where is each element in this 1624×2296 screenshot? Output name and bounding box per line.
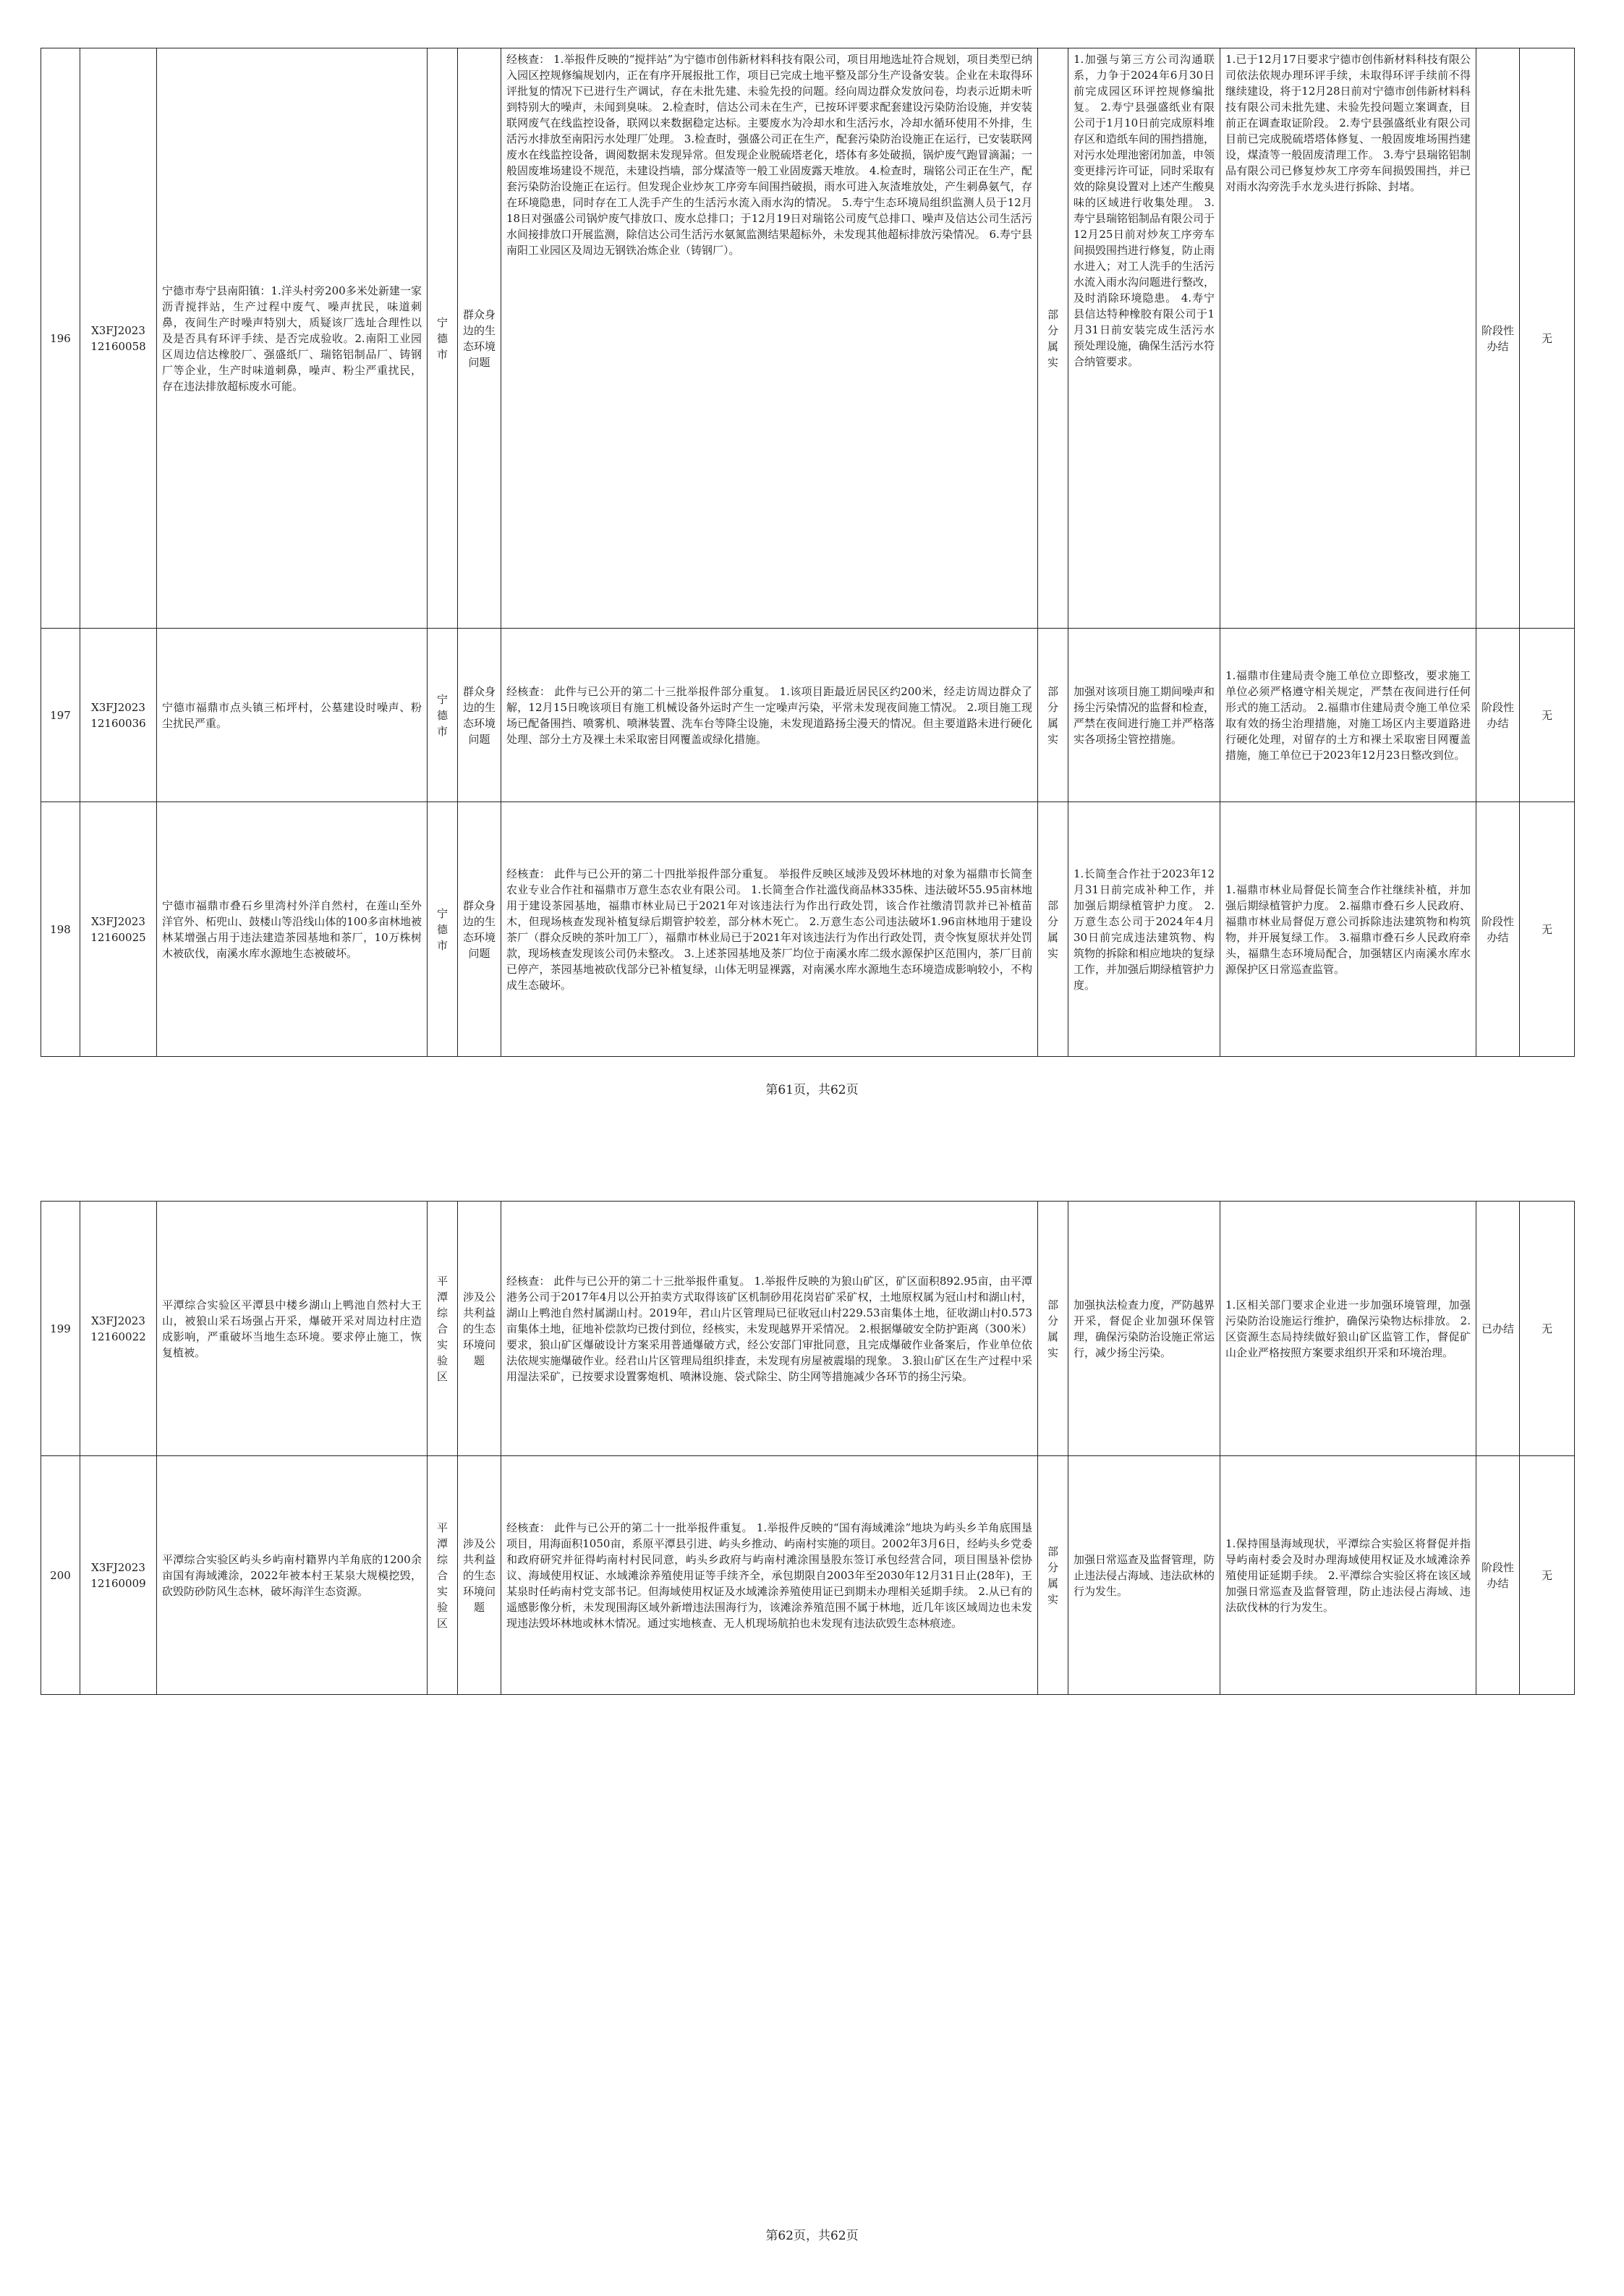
problem-type-text: 群众身边的生态环境问题 xyxy=(463,684,496,746)
city xyxy=(428,802,458,1057)
investigation-findings xyxy=(501,629,1038,802)
rectification-measures xyxy=(1068,1202,1220,1456)
case-code xyxy=(80,1456,157,1695)
case-code xyxy=(80,1202,157,1456)
complaint-content xyxy=(157,48,428,629)
case-code-text: X3FJ2023 12160025 xyxy=(90,914,146,944)
table-row xyxy=(41,802,1575,1057)
rectification-progress xyxy=(1220,629,1476,802)
investigation-findings xyxy=(501,1202,1038,1456)
conclusion xyxy=(1038,48,1068,629)
investigation-findings xyxy=(501,48,1038,629)
city-text: 宁德市 xyxy=(436,315,448,361)
page-footer: 第62页，共62页 xyxy=(765,2229,859,2243)
row-number: 198 xyxy=(41,802,80,1057)
measures-text: 1.加强与第三方公司沟通联系，力争于2024年6月30日前完成园区环评控规修编批复。 2.寿宁县强盛纸业有限公司于1月10日前完成原料堆存区和造纸车间的围挡措施，对污水处理池密闭加盖，申领变更排污许可证，同时采取有效的除臭设置对上述产生酸臭味的区域进行收集处理。 3.寿宁县瑞铭铝制品有限公司于12月25日前对炒灰工序旁车间损毁围挡进行修复，防止雨水进入；对工人洗手的生活污水流入雨水沟问题进行整改，及时消除环境隐患。 4.寿宁县信达特种橡胶有限公司于1月31日前安装完成生活污水预处理设施，确保生活污水符合纳管要求。 xyxy=(1074,53,1215,368)
handling-stage-text: 阶段性办结 xyxy=(1481,700,1515,730)
city-text: 宁德市 xyxy=(436,906,448,952)
complaint-content-text: 平潭综合实验区平潭县中楼乡湖山上鸭池自然村大王山，被狼山采石场强占开采，爆破开采对周边村庄造成影响，严重破坏当地生态环境。要求停止施工，恢复植被。 xyxy=(162,1298,422,1359)
case-code xyxy=(80,48,157,629)
progress-text: 1.福鼎市林业局督促长简奎合作社继续补植，并加强后期绿植管护力度。 2.福鼎市叠石乡人民政府、福鼎市林业局督促万意公司拆除违法建筑物和构筑物，并开展复绿工作。 3.福鼎市叠石乡人民政府牵头，福鼎生态环境局配合，加强辖区内南溪水库水源保护区日常巡查监管。 xyxy=(1225,883,1471,976)
accountability: 无 xyxy=(1520,1456,1575,1695)
table-row xyxy=(41,48,1575,629)
conclusion-text: 部分属实 xyxy=(1047,1298,1058,1359)
measures-text: 加强执法检查力度，严防越界开采，督促企业加强环保管理，确保污染防治设施正常运行，减少扬尘污染。 xyxy=(1074,1298,1215,1359)
conclusion-text: 部分属实 xyxy=(1047,684,1058,746)
case-code-text: X3FJ2023 12160022 xyxy=(90,1314,146,1343)
problem-type xyxy=(458,1456,501,1695)
progress-text: 1.已于12月17日要求宁德市创伟新材料科技有限公司依法依规办理环评手续，未取得环评手续前不得继续建设，将于12月28日前对宁德市创伟新材料科技有限公司未批先建、未验先投问题立案调查，目前正在调查取证阶段。 2.寿宁县强盛纸业有限公司目前已完成脱硫塔塔体修复、一般固废堆场围挡建设，煤渣等一般固废清理工作。 3.寿宁县瑞铭铝制品有限公司已修复炒灰工序旁车间损毁围挡，并已对雨水沟旁洗手水龙头进行拆除、封堵。 xyxy=(1225,53,1471,193)
case-code-text: X3FJ2023 12160009 xyxy=(90,1560,146,1590)
progress-text: 1.区相关部门要求企业进一步加强环境管理，加强污染防治设施运行维护，确保污染物达标排放。 2.区资源生态局持续做好狼山矿区监管工作，督促矿山企业严格按照方案要求组织开采和环境治理。 xyxy=(1225,1298,1471,1359)
conclusion-text: 部分属实 xyxy=(1047,307,1058,369)
handling-stage xyxy=(1476,1456,1520,1695)
progress-text: 1.保持围垦海域现状，平潭综合实验区将督促并指导屿南村委会及时办理海域使用权证及水域滩涂养殖使用证延期手续。 2.平潭综合实验区将在该区域加强日常巡查及监督管理，防止违法侵占海域、违法砍伐林的行为发生。 xyxy=(1225,1536,1471,1614)
complaint-content-text: 宁德市福鼎市点头镇三柘坪村，公墓建设时噪声、粉尘扰民严重。 xyxy=(162,700,422,730)
city xyxy=(428,48,458,629)
rectification-measures xyxy=(1068,48,1220,629)
findings-text: 经核查： 此件与已公开的第二十一批举报件重复。 1.举报件反映的“国有海域滩涂”地块为屿头乡羊角底围垦项目，用海面积1050亩，系原平潭县引进、屿头乡推动、屿南村实施的项目。2002年3月6日，经屿头乡党委和政府研究并征得屿南村村民同意，屿头乡政府与屿南村滩涂围垦股东签订承包经营合同，项目围垦补偿协议、海域使用权证、水域滩涂养殖使用证等手续齐全，承包期限自2003年至2030年12月31日止(28年)，王某泉时任屿南村党支部书记。但海域使用权证及水域滩涂养殖使用证已到期未办理相关延期手续。 2.从已有的遥感影像分析，未发现围海区域外新增违法围海行为，该滩涂养殖范围不属于林地，近几年该区域周边也未发现违法毁坏林地或林木情况。通过实地核查、无人机现场航拍也未发现有违法砍毁生态林痕迹。 xyxy=(506,1521,1032,1630)
problem-type xyxy=(458,802,501,1057)
measures-text: 1.长简奎合作社于2023年12月31日前完成补种工作，并加强后期绿植管护力度。 2.万意生态公司于2024年4月30日前完成违法建筑物、构筑物的拆除和相应地块的复绿工作，并加强后期绿植管护力度。 xyxy=(1074,867,1215,992)
case-code-text: X3FJ2023 12160036 xyxy=(90,700,146,730)
problem-type-text: 涉及公共利益的生态环境问题 xyxy=(463,1536,496,1614)
table-row xyxy=(41,629,1575,802)
conclusion xyxy=(1038,1202,1068,1456)
handling-stage xyxy=(1476,629,1520,802)
handling-stage xyxy=(1476,48,1520,629)
accountability: 无 xyxy=(1520,629,1575,802)
table-row xyxy=(41,1456,1575,1695)
complaint-content-text: 宁德市福鼎市叠石乡里湾村外洋自然村，在莲山至外洋官外、柘兜山、鼓楼山等沿线山体的100多亩林地被林某增强占用于违法建造茶园基地和茶厂，10万株树木被砍伐，南溪水库水源地生态被破坏。 xyxy=(162,898,422,960)
investigation-findings xyxy=(501,1456,1038,1695)
row-number: 200 xyxy=(41,1456,80,1695)
complaint-content xyxy=(157,1202,428,1456)
city-text: 平潭综合实验区 xyxy=(436,1274,448,1383)
rectification-measures xyxy=(1068,802,1220,1057)
row-number: 197 xyxy=(41,629,80,802)
accountability: 无 xyxy=(1520,1202,1575,1456)
measures-text: 加强日常巡查及监督管理，防止违法侵占海域、违法砍林的行为发生。 xyxy=(1074,1552,1215,1598)
city xyxy=(428,1456,458,1695)
rectification-progress xyxy=(1220,1202,1476,1456)
conclusion-text: 部分属实 xyxy=(1047,1544,1058,1606)
case-code-text: X3FJ2023 12160058 xyxy=(90,323,146,353)
rectification-measures xyxy=(1068,629,1220,802)
measures-text: 加强对该项目施工期间噪声和扬尘污染情况的监督和检查，严禁在夜间进行施工并严格落实各项扬尘管控措施。 xyxy=(1074,684,1215,746)
complaints-table-page-62 xyxy=(41,1201,1575,1695)
problem-type xyxy=(458,48,501,629)
progress-text: 1.福鼎市住建局责令施工单位立即整改，要求施工单位必须严格遵守相关规定，严禁在夜间进行任何形式的施工活动。 2.福鼎市住建局责令施工单位采取有效的扬尘治理措施，对施工场区内主要道路进行硬化处理，对留存的土方和裸土采取密目网覆盖措施，施工单位已于2023年12月23日整改到位。 xyxy=(1225,668,1471,762)
handling-stage xyxy=(1476,1202,1520,1456)
conclusion xyxy=(1038,802,1068,1057)
complaint-content-text: 宁德市寿宁县南阳镇：1.洋头村旁200多米处新建一家沥青搅拌站，生产过程中废气、噪声扰民，味道刺鼻，夜间生产时噪声特别大，质疑该厂选址合理性以及是否具有环评手续、是否完成验收。2.南阳工业园区周边信达橡胶厂、强盛纸厂、瑞铭铝制品厂、铸钢厂等企业，生产时味道刺鼻，噪声、粉尘严重扰民，存在违法排放超标废水可能。 xyxy=(162,284,422,393)
row-number: 196 xyxy=(41,48,80,629)
conclusion-text: 部分属实 xyxy=(1047,898,1058,960)
case-code xyxy=(80,802,157,1057)
handling-stage xyxy=(1476,802,1520,1057)
city xyxy=(428,1202,458,1456)
table-row xyxy=(41,1202,1575,1456)
complaints-table-page-61 xyxy=(41,48,1575,1057)
accountability: 无 xyxy=(1520,802,1575,1057)
handling-stage-text: 阶段性办结 xyxy=(1481,323,1515,353)
handling-stage-text: 阶段性办结 xyxy=(1481,914,1515,944)
accountability: 无 xyxy=(1520,48,1575,629)
case-code xyxy=(80,629,157,802)
handling-stage-text: 已办结 xyxy=(1481,1322,1515,1335)
city-text: 平潭综合实验区 xyxy=(436,1521,448,1630)
findings-text: 经核查： 此件与已公开的第二十三批举报件重复。 1.举报件反映的为狼山矿区，矿区面积892.95亩，由平潭港务公司于2017年4月以公开拍卖方式取得该矿区机制砂用花岗岩矿采矿权，土地原权属为冠山村和湖山村，湖山上鸭池自然村属湖山村。2019年，君山片区管理局已征收冠山村229.53亩集体土地，征收湖山村0.573亩集体土地，征地补偿款均已拨付到位，经核实，未发现越界开采情况。 2.根据爆破安全防护距离（300米）要求，狼山矿区爆破设计方案采用普通爆破方式，经公安部门审批同意，且完成爆破作业备案后，作业单位依法依规实施爆破作业。经君山片区管理局组织排查，未发现有房屋被震塌的现象。 3.狼山矿区在生产过程中采用湿法采矿，已按要求设置雾炮机、喷淋设施、袋式除尘、防尘网等措施减少各环节的扬尘污染。 xyxy=(506,1274,1032,1383)
findings-text: 经核查： 1.举报件反映的“搅拌站”为宁德市创伟新材料科技有限公司，项目用地选址符合规划，项目类型已纳入园区控规修编规划内，正在有序开展报批工作，项目已完成土地平整及部分生产设备安装。企业在未取得环评批复的情况下已进行生产调试，存在未批先建、未验先投的问题。经向周边群众发放问卷，均表示近期未听到特别大的噪声，未闻到臭味。 2.检查时，信达公司未在生产，已按环评要求配套建设污染防治设施，并安装联网废气在线监控设备，联网以来数据稳定达标。主要废水为冷却水和生活污水，冷却水循环使用不外排，生活污水排放至南阳污水处理厂处理。 3.检查时，强盛公司正在生产，配套污染防治设施正在运行，已安装联网废水在线监控设备，调阅数据未发现异常。但发现企业脱硫塔老化，塔体有多处破损，锅炉废气跑冒滴漏；一般固废堆场建设不规范，未建设挡墙，部分煤渣等一般工业固废露天堆放。 4.检查时，瑞铭公司正在生产，配套污染防治设施正在运行。但发现企业炒灰工序旁车间围挡破损，雨水可进入灰渣堆放处，产生刺鼻氨气，存在环境隐患，同时存在工人洗手产生的生活污水流入雨水沟的情况。 5.寿宁生态环境局组织监测人员于12月18日对强盛公司锅炉废气排放口、废水总排口；于12月19日对瑞铭公司废气总排口、噪声及信达公司生活污水间接排放口开展监测，除信达公司生活污水氨氮监测结果超标外，未发现其他超标排放污染情况。 6.寿宁县南阳工业园区及周边无钢铁冶炼企业（铸钢厂）。 xyxy=(506,53,1032,257)
city xyxy=(428,629,458,802)
rectification-progress xyxy=(1220,802,1476,1057)
problem-type-text: 群众身边的生态环境问题 xyxy=(463,307,496,369)
rectification-measures xyxy=(1068,1456,1220,1695)
rectification-progress xyxy=(1220,48,1476,629)
complaint-content xyxy=(157,802,428,1057)
row-number: 199 xyxy=(41,1202,80,1456)
problem-type-text: 群众身边的生态环境问题 xyxy=(463,898,496,960)
problem-type-text: 涉及公共利益的生态环境问题 xyxy=(463,1290,496,1367)
rectification-progress xyxy=(1220,1456,1476,1695)
findings-text: 经核查： 此件与已公开的第二十四批举报件部分重复。 举报件反映区域涉及毁坏林地的对象为福鼎市长简奎农业专业合作社和福鼎市万意生态农业有限公司。 1.长简奎合作社滥伐商品林335株、违法破坏55.95亩林地用于建设茶园基地，福鼎市林业局已于2021年对该违法行为作出行政处罚，该合作社缴清罚款并已补植苗木，但现场核查发现补植复绿后期管护较差，部分林木死亡。 2.万意生态公司违法破坏1.96亩林地用于建设茶厂（群众反映的茶叶加工厂），福鼎市林业局已于2021年对该违法行为作出行政处罚，责令恢复原状并处罚款，现场核查发现该公司仍未整改。 3.上述茶园基地及茶厂均位于南溪水库二级水源保护区范围内，茶厂目前已停产，茶园基地被砍伐部分已补植复绿，山体无明显裸露，对南溪水库水源地生态环境造成影响较小，不构成生态破坏。 xyxy=(506,867,1032,992)
conclusion xyxy=(1038,629,1068,802)
handling-stage-text: 阶段性办结 xyxy=(1481,1560,1515,1590)
problem-type xyxy=(458,1202,501,1456)
complaint-content xyxy=(157,1456,428,1695)
page-footer: 第61页，共62页 xyxy=(765,1083,859,1097)
complaint-content-text: 平潭综合实验区屿头乡屿南村籍界内羊角底的1200余亩国有海域滩涂，2022年被本村王某泉大规模挖毁，砍毁防砂防风生态林，破坏海洋生态资源。 xyxy=(162,1552,422,1598)
conclusion xyxy=(1038,1456,1068,1695)
investigation-findings xyxy=(501,802,1038,1057)
findings-text: 经核查： 此件与已公开的第二十三批举报件部分重复。 1.该项目距最近居民区约200米，经走访周边群众了解，12月15日晚该项目有施工机械设备外运时产生一定噪声污染，平常未发现夜间施工情况。 2.项目施工现场已配备围挡、喷雾机、喷淋装置、洗车台等降尘设施，未发现道路扬尘漫天的情况。但主要道路未进行硬化处理、部分土方及裸土未采取密目网覆盖或绿化措施。 xyxy=(506,684,1032,746)
city-text: 宁德市 xyxy=(436,692,448,738)
problem-type xyxy=(458,629,501,802)
complaint-content xyxy=(157,629,428,802)
